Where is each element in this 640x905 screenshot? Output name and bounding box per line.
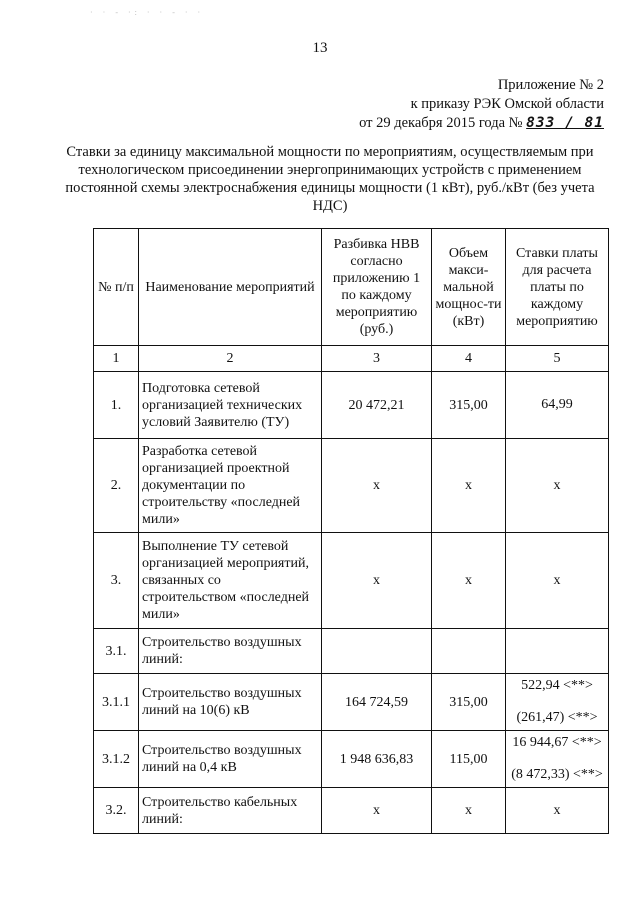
row-number: 2.	[94, 439, 139, 533]
rates-table	[93, 228, 609, 834]
page-number: 13	[312, 40, 328, 56]
column-number: 3	[322, 346, 432, 372]
row-nvv: 1 948 636,83	[322, 731, 432, 788]
rate-value: x	[553, 572, 561, 588]
header-cell: Наименование мероприятий	[139, 229, 322, 346]
row-power: 315,00	[432, 372, 506, 439]
row-power	[432, 629, 506, 674]
row-rate	[506, 629, 609, 674]
row-power: x	[432, 788, 506, 834]
row-number: 3.1.	[94, 629, 139, 674]
column-number: 1	[94, 346, 139, 372]
row-name: Выполнение ТУ сетевой организацией мероприятий, связанных со строительством «последней мили»	[139, 533, 322, 629]
row-name: Строительство воздушных линий на 10(6) кВ	[139, 674, 322, 731]
appendix-date: от 29 декабря 2015 года №	[359, 115, 523, 131]
header-cell: № п/п	[94, 229, 139, 346]
row-nvv: x	[322, 439, 432, 533]
row-number: 3.1.2	[94, 731, 139, 788]
row-rate	[506, 731, 609, 788]
table-row	[94, 372, 609, 439]
row-rate	[506, 788, 609, 834]
row-nvv: 20 472,21	[322, 372, 432, 439]
rate-value: x	[553, 477, 561, 493]
rate-value: 522,94 <**>	[521, 678, 593, 693]
row-nvv: x	[322, 788, 432, 834]
row-rate	[506, 439, 609, 533]
row-number: 1.	[94, 372, 139, 439]
row-name: Подготовка сетевой организацией технических условий Заявителю (ТУ)	[139, 372, 322, 439]
appendix-line-1: Приложение № 2	[497, 77, 604, 93]
table-row	[94, 439, 609, 533]
table-row	[94, 674, 609, 731]
rate-secondary: (261,47) <**>	[516, 710, 598, 725]
column-number: 5	[506, 346, 609, 372]
rate-value: 64,99	[541, 397, 573, 412]
table-row	[94, 788, 609, 834]
row-number: 3.	[94, 533, 139, 629]
row-power: 315,00	[432, 674, 506, 731]
row-power: x	[432, 533, 506, 629]
row-rate	[506, 533, 609, 629]
row-rate	[506, 372, 609, 439]
row-rate	[506, 674, 609, 731]
table-row	[94, 629, 609, 674]
row-number: 3.1.1	[94, 674, 139, 731]
scan-specks: · · - ·: · · - · ·	[90, 8, 205, 17]
row-nvv	[322, 629, 432, 674]
order-number-handwritten: 833 / 81	[526, 115, 604, 131]
row-power: 115,00	[432, 731, 506, 788]
table-header-row	[94, 229, 609, 346]
row-power: x	[432, 439, 506, 533]
row-nvv: x	[322, 533, 432, 629]
header-cell: Разбивка НВВ согласно приложению 1 по каждому мероприятию (руб.)	[322, 229, 432, 346]
row-name: Строительство воздушных линий на 0,4 кВ	[139, 731, 322, 788]
header-cell: Ставки платы для расчета платы по каждому мероприятию	[506, 229, 609, 346]
table-row	[94, 533, 609, 629]
header-cell: Объем макси-мальной мощнос-ти (кВт)	[432, 229, 506, 346]
column-number: 2	[139, 346, 322, 372]
appendix-block	[359, 76, 604, 133]
appendix-line-2: к приказу РЭК Омской области	[410, 96, 604, 112]
column-number-row	[94, 346, 609, 372]
rate-value: x	[553, 802, 561, 818]
row-name: Строительство воздушных линий:	[139, 629, 322, 674]
rate-value: 16 944,67 <**>	[512, 735, 602, 750]
table-row	[94, 731, 609, 788]
appendix-line-3	[359, 114, 604, 133]
row-name: Разработка сетевой организацией проектной документации по строительству «последней мили»	[139, 439, 322, 533]
rate-secondary: (8 472,33) <**>	[511, 767, 603, 782]
row-number: 3.2.	[94, 788, 139, 834]
document-title: Ставки за единицу максимальной мощности по мероприятиям, осуществляемым при технологическом присоединении энергопринимающих устройств с применением постоянной схемы электроснабжения единицы мощности (1 кВт), руб./кВт (без учета НДС)	[65, 144, 595, 214]
row-name: Строительство кабельных линий:	[139, 788, 322, 834]
column-number: 4	[432, 346, 506, 372]
row-nvv: 164 724,59	[322, 674, 432, 731]
